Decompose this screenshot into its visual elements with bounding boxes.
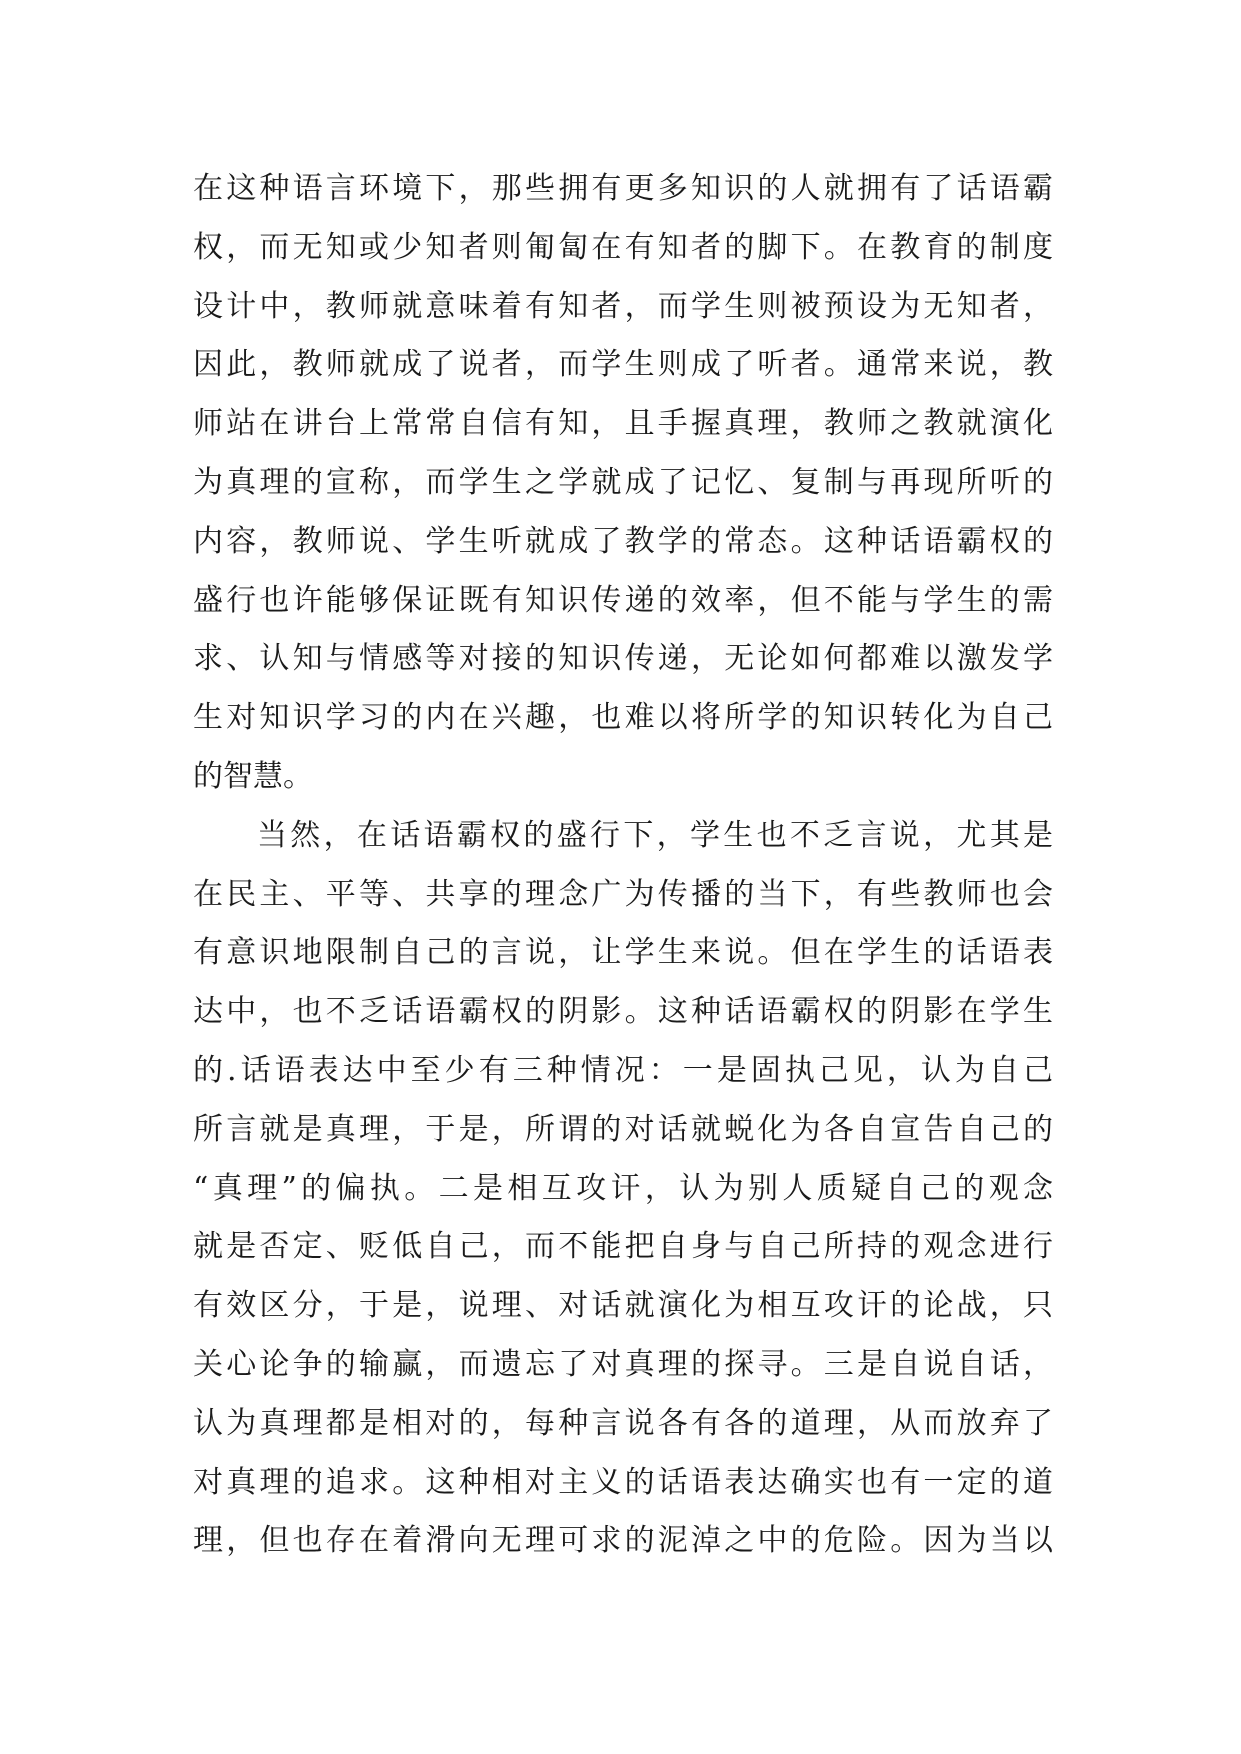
text-line: 有意识地限制自己的言说，让学生来说。但在学生的话语表 [193, 935, 1053, 971]
text-line: 达中，也不乏话语霸权的阴影。这种话语霸权的阴影在学生 [193, 994, 1053, 1030]
text-line: 有效区分，于是，说理、对话就演化为相互攻讦的论战，只 [193, 1288, 1053, 1324]
text-line: 认为真理都是相对的，每种言说各有各的道理，从而放弃了 [193, 1405, 1053, 1441]
text-line: 为真理的宣称，而学生之学就成了记忆、复制与再现所听的 [193, 464, 1053, 500]
text-line: 就是否定、贬低自己，而不能把自身与自己所持的观念进行 [193, 1229, 1053, 1265]
text-line: 生对知识学习的内在兴趣，也难以将所学的知识转化为自己 [193, 700, 1053, 736]
text-line: 因此，教师就成了说者，而学生则成了听者。通常来说，教 [193, 347, 1053, 383]
text-line: 在这种语言环境下，那些拥有更多知识的人就拥有了话语霸 [193, 171, 1053, 206]
paragraph-1 [193, 160, 1053, 807]
body-text [193, 160, 1053, 1571]
text-line: “真理”的偏执。二是相互攻讦，认为别人质疑自己的观念 [193, 1170, 1053, 1206]
text-line: 在民主、平等、共享的理念广为传播的当下，有些教师也会 [193, 876, 1053, 912]
text-line: 对真理的追求。这种相对主义的话语表达确实也有一定的道 [193, 1464, 1053, 1500]
text-line: 内容，教师说、学生听就成了教学的常态。这种话语霸权的 [193, 523, 1053, 559]
text-line: 的智慧。 [193, 758, 313, 794]
text-line: 设计中，教师就意味着有知者，而学生则被预设为无知者， [193, 288, 1053, 324]
text-line: 当然，在话语霸权的盛行下，学生也不乏言说，尤其是 [257, 817, 1053, 853]
text-line: 权，而无知或少知者则匍匐在有知者的脚下。在教育的制度 [193, 229, 1053, 265]
text-line: 关心论争的输赢，而遗忘了对真理的探寻。三是自说自话， [193, 1346, 1053, 1382]
text-line: 理，但也存在着滑向无理可求的泥淖之中的危险。因为当以 [193, 1523, 1053, 1559]
text-line: 所言就是真理，于是，所谓的对话就蜕化为各自宣告自己的 [193, 1111, 1053, 1147]
paragraph-2 [193, 807, 1053, 1571]
text-line: 求、认知与情感等对接的知识传递，无论如何都难以激发学 [193, 641, 1053, 677]
text-line: 的.话语表达中至少有三种情况：一是固执己见，认为自己 [193, 1052, 1053, 1088]
text-line: 盛行也许能够保证既有知识传递的效率，但不能与学生的需 [193, 582, 1053, 618]
text-line: 师站在讲台上常常自信有知，且手握真理，教师之教就演化 [193, 406, 1053, 442]
